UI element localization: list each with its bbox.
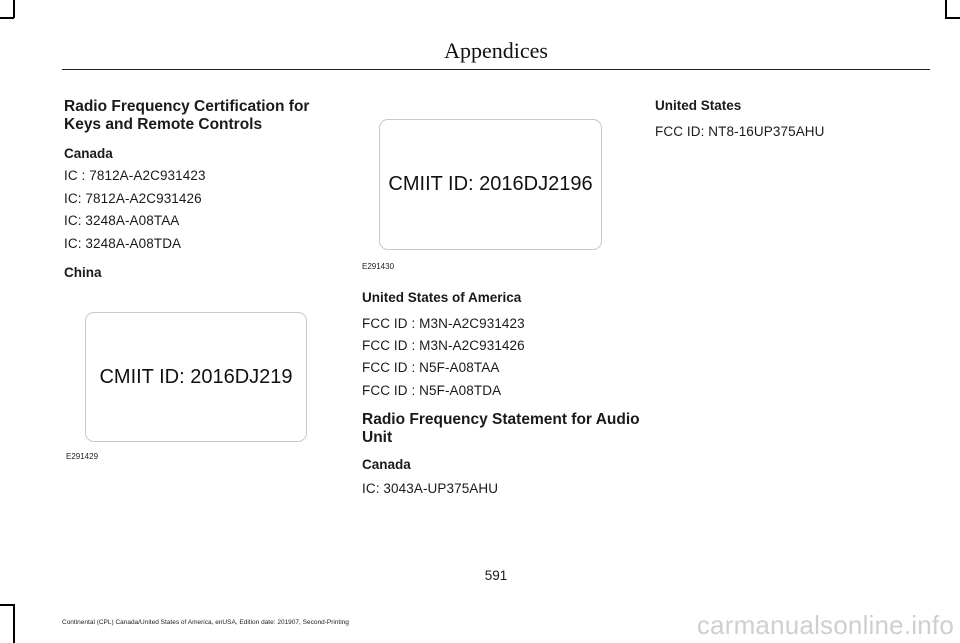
page-title: Appendices [444,38,548,63]
cmiit-id-text: CMIIT ID: 2016DJ219 [99,365,293,388]
section-heading-keys: Radio Frequency Certification for Keys and Remote Controls [64,98,310,133]
canada-id-2: IC: 7812A-A2C931426 [64,191,202,206]
header-divider [62,69,930,70]
cmiit-label-figure [379,119,602,250]
usa-id-3: FCC ID : N5F-A08TAA [362,360,500,375]
cmiit-label-figure [85,312,307,442]
canada-id-1: IC : 7812A-A2C931423 [64,168,206,183]
canada-id-4: IC: 3248A-A08TDA [64,236,182,251]
crop-mark-bottom-left-h [0,604,14,606]
crop-mark-top-right-v [945,0,947,18]
subheading-china: China [64,265,102,280]
us-fcc-id: FCC ID: NT8-16UP375AHU [655,124,825,139]
crop-mark-top-left-v [13,0,15,18]
subheading-united-states: United States [655,98,742,113]
subheading-canada: Canada [362,457,411,472]
subheading-usa: United States of America [362,290,522,305]
canada-id-3: IC: 3248A-A08TAA [64,213,180,228]
footer-edition-text: Continental (CPL) Canada/United States of America, enUSA, Edition date: 201907, Second-Printing [62,619,349,626]
cmiit-id-text: CMIIT ID: 2016DJ2196 [388,173,593,195]
usa-id-2: FCC ID : M3N-A2C931426 [362,338,525,353]
watermark: carmanualsonline.info [696,610,954,640]
figure-code: E291429 [66,452,99,461]
figure-code: E291430 [362,262,395,271]
crop-mark-top-left-h [0,17,14,19]
usa-id-4: FCC ID : N5F-A08TDA [362,383,502,398]
page-number: 591 [484,568,508,583]
section-heading-audio: Radio Frequency Statement for Audio Unit [362,411,640,446]
audio-canada-id: IC: 3043A-UP375AHU [362,481,499,496]
usa-id-1: FCC ID : M3N-A2C931423 [362,316,525,331]
subheading-canada: Canada [64,146,113,161]
crop-mark-bottom-left-v [13,604,15,643]
crop-mark-top-right-h [945,17,960,19]
